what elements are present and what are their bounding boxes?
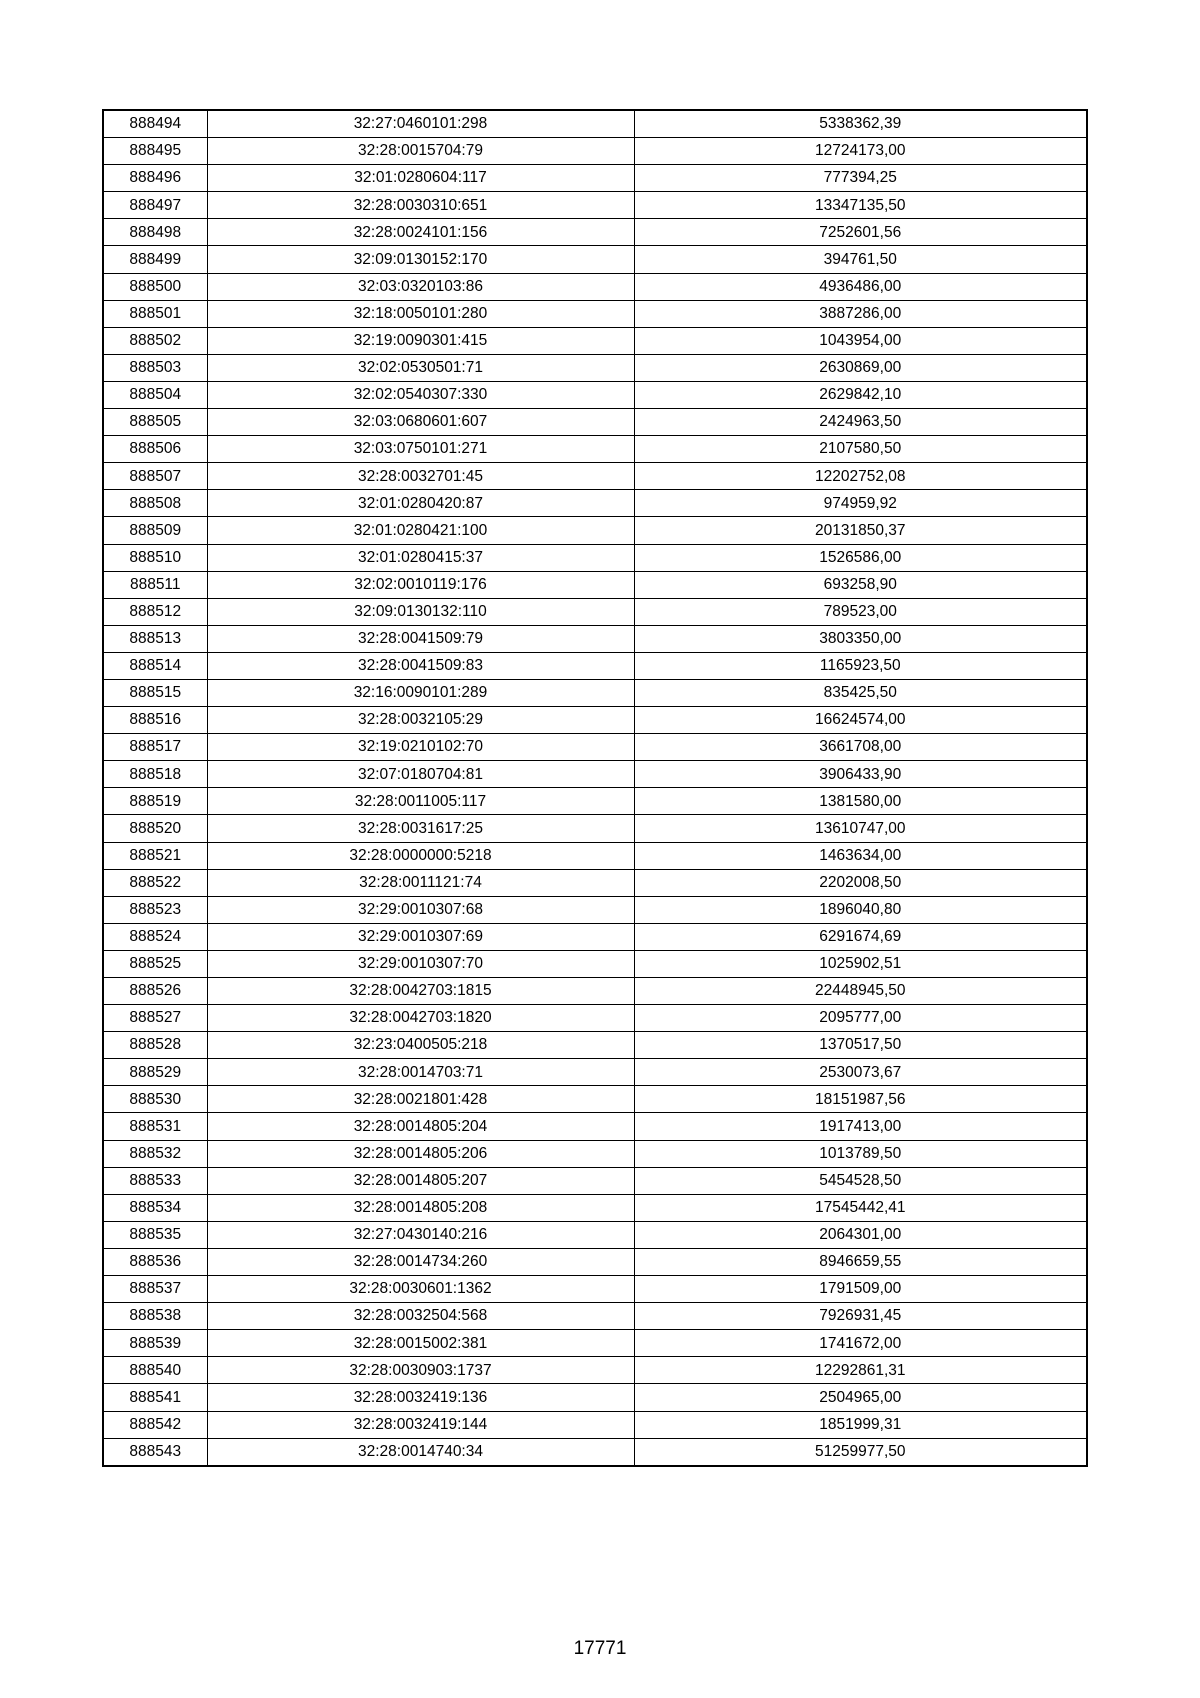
- row-number-cell: 888502: [103, 327, 207, 354]
- value-cell: 2202008,50: [634, 869, 1087, 896]
- value-cell: 3906433,90: [634, 761, 1087, 788]
- row-number-cell: 888509: [103, 517, 207, 544]
- value-cell: 12202752,08: [634, 463, 1087, 490]
- table-row: [103, 1086, 1087, 1113]
- cadastral-value-table: [102, 109, 1088, 1467]
- table-row: [103, 165, 1087, 192]
- row-number-cell: 888505: [103, 409, 207, 436]
- row-number-cell: 888512: [103, 598, 207, 625]
- row-number-cell: 888516: [103, 707, 207, 734]
- value-cell: 2630869,00: [634, 354, 1087, 381]
- value-cell: 5338362,39: [634, 110, 1087, 138]
- value-cell: 2504965,00: [634, 1384, 1087, 1411]
- row-number-cell: 888518: [103, 761, 207, 788]
- row-number-cell: 888528: [103, 1032, 207, 1059]
- row-number-cell: 888534: [103, 1194, 207, 1221]
- table-row: [103, 815, 1087, 842]
- cadastral-number-cell: 32:28:0041509:83: [207, 652, 634, 679]
- cadastral-number-cell: 32:28:0014734:260: [207, 1248, 634, 1275]
- row-number-cell: 888531: [103, 1113, 207, 1140]
- value-cell: 1526586,00: [634, 544, 1087, 571]
- table-row: [103, 652, 1087, 679]
- value-cell: 3803350,00: [634, 625, 1087, 652]
- table-row: [103, 923, 1087, 950]
- cadastral-number-cell: 32:28:0032105:29: [207, 707, 634, 734]
- cadastral-number-cell: 32:19:0210102:70: [207, 734, 634, 761]
- row-number-cell: 888537: [103, 1276, 207, 1303]
- cadastral-number-cell: 32:28:0014703:71: [207, 1059, 634, 1086]
- value-cell: 4936486,00: [634, 273, 1087, 300]
- row-number-cell: 888511: [103, 571, 207, 598]
- table-row: [103, 896, 1087, 923]
- value-cell: 20131850,37: [634, 517, 1087, 544]
- row-number-cell: 888530: [103, 1086, 207, 1113]
- cadastral-number-cell: 32:03:0680601:607: [207, 409, 634, 436]
- cadastral-number-cell: 32:28:0041509:79: [207, 625, 634, 652]
- table-row: [103, 1357, 1087, 1384]
- table-row: [103, 138, 1087, 165]
- value-cell: 1463634,00: [634, 842, 1087, 869]
- value-cell: 1165923,50: [634, 652, 1087, 679]
- table-row: [103, 788, 1087, 815]
- table-row: [103, 679, 1087, 706]
- table-row: [103, 1276, 1087, 1303]
- value-cell: 13610747,00: [634, 815, 1087, 842]
- row-number-cell: 888521: [103, 842, 207, 869]
- cadastral-number-cell: 32:29:0010307:68: [207, 896, 634, 923]
- value-cell: 1381580,00: [634, 788, 1087, 815]
- value-cell: 2530073,67: [634, 1059, 1087, 1086]
- row-number-cell: 888523: [103, 896, 207, 923]
- table-row: [103, 490, 1087, 517]
- row-number-cell: 888540: [103, 1357, 207, 1384]
- cadastral-number-cell: 32:01:0280415:37: [207, 544, 634, 571]
- cadastral-number-cell: 32:28:0011005:117: [207, 788, 634, 815]
- table-row: [103, 1330, 1087, 1357]
- value-cell: 12724173,00: [634, 138, 1087, 165]
- table-row: [103, 1303, 1087, 1330]
- cadastral-number-cell: 32:28:0030310:651: [207, 192, 634, 219]
- row-number-cell: 888498: [103, 219, 207, 246]
- value-cell: 22448945,50: [634, 978, 1087, 1005]
- table-row: [103, 1005, 1087, 1032]
- row-number-cell: 888508: [103, 490, 207, 517]
- cadastral-number-cell: 32:23:0400505:218: [207, 1032, 634, 1059]
- cadastral-number-cell: 32:03:0750101:271: [207, 436, 634, 463]
- row-number-cell: 888527: [103, 1005, 207, 1032]
- cadastral-number-cell: 32:28:0024101:156: [207, 219, 634, 246]
- value-cell: 6291674,69: [634, 923, 1087, 950]
- cadastral-number-cell: 32:28:0014805:206: [207, 1140, 634, 1167]
- cadastral-number-cell: 32:01:0280420:87: [207, 490, 634, 517]
- row-number-cell: 888536: [103, 1248, 207, 1275]
- cadastral-number-cell: 32:28:0021801:428: [207, 1086, 634, 1113]
- table-row: [103, 409, 1087, 436]
- cadastral-number-cell: 32:28:0014805:207: [207, 1167, 634, 1194]
- row-number-cell: 888542: [103, 1411, 207, 1438]
- table-row: [103, 354, 1087, 381]
- cadastral-number-cell: 32:09:0130152:170: [207, 246, 634, 273]
- row-number-cell: 888533: [103, 1167, 207, 1194]
- table-row: [103, 381, 1087, 408]
- value-cell: 3661708,00: [634, 734, 1087, 761]
- page-number: 17771: [573, 1638, 627, 1659]
- cadastral-number-cell: 32:28:0014805:204: [207, 1113, 634, 1140]
- row-number-cell: 888494: [103, 110, 207, 138]
- table-row: [103, 625, 1087, 652]
- table-row: [103, 571, 1087, 598]
- row-number-cell: 888497: [103, 192, 207, 219]
- cadastral-number-cell: 32:18:0050101:280: [207, 300, 634, 327]
- row-number-cell: 888515: [103, 679, 207, 706]
- cadastral-number-cell: 32:27:0460101:298: [207, 110, 634, 138]
- value-cell: 5454528,50: [634, 1167, 1087, 1194]
- table-row: [103, 219, 1087, 246]
- cadastral-number-cell: 32:28:0030601:1362: [207, 1276, 634, 1303]
- table-row: [103, 1438, 1087, 1466]
- row-number-cell: 888535: [103, 1221, 207, 1248]
- value-cell: 7926931,45: [634, 1303, 1087, 1330]
- table-row: [103, 1384, 1087, 1411]
- table-row: [103, 978, 1087, 1005]
- value-cell: 51259977,50: [634, 1438, 1087, 1466]
- cadastral-number-cell: 32:16:0090101:289: [207, 679, 634, 706]
- value-cell: 394761,50: [634, 246, 1087, 273]
- table-row: [103, 950, 1087, 977]
- cadastral-number-cell: 32:28:0042703:1820: [207, 1005, 634, 1032]
- value-cell: 16624574,00: [634, 707, 1087, 734]
- table-row: [103, 1140, 1087, 1167]
- cadastral-number-cell: 32:28:0032504:568: [207, 1303, 634, 1330]
- value-cell: 1851999,31: [634, 1411, 1087, 1438]
- cadastral-number-cell: 32:28:0032419:144: [207, 1411, 634, 1438]
- table-row: [103, 1113, 1087, 1140]
- table-row: [103, 1194, 1087, 1221]
- value-cell: 2107580,50: [634, 436, 1087, 463]
- cadastral-number-cell: 32:28:0032701:45: [207, 463, 634, 490]
- table-row: [103, 842, 1087, 869]
- table-row: [103, 1248, 1087, 1275]
- value-cell: 12292861,31: [634, 1357, 1087, 1384]
- row-number-cell: 888517: [103, 734, 207, 761]
- table-row: [103, 517, 1087, 544]
- value-cell: 777394,25: [634, 165, 1087, 192]
- row-number-cell: 888507: [103, 463, 207, 490]
- row-number-cell: 888522: [103, 869, 207, 896]
- row-number-cell: 888496: [103, 165, 207, 192]
- value-cell: 7252601,56: [634, 219, 1087, 246]
- cadastral-number-cell: 32:28:0030903:1737: [207, 1357, 634, 1384]
- cadastral-number-cell: 32:01:0280604:117: [207, 165, 634, 192]
- cadastral-number-cell: 32:07:0180704:81: [207, 761, 634, 788]
- value-cell: 1791509,00: [634, 1276, 1087, 1303]
- table-row: [103, 110, 1087, 138]
- value-cell: 17545442,41: [634, 1194, 1087, 1221]
- table-row: [103, 1221, 1087, 1248]
- cadastral-number-cell: 32:02:0540307:330: [207, 381, 634, 408]
- value-cell: 13347135,50: [634, 192, 1087, 219]
- row-number-cell: 888514: [103, 652, 207, 679]
- table-row: [103, 1167, 1087, 1194]
- row-number-cell: 888501: [103, 300, 207, 327]
- row-number-cell: 888504: [103, 381, 207, 408]
- table-row: [103, 598, 1087, 625]
- table-row: [103, 734, 1087, 761]
- table-row: [103, 544, 1087, 571]
- cadastral-number-cell: 32:02:0010119:176: [207, 571, 634, 598]
- row-number-cell: 888510: [103, 544, 207, 571]
- value-cell: 974959,92: [634, 490, 1087, 517]
- value-cell: 1741672,00: [634, 1330, 1087, 1357]
- table-body: [103, 110, 1087, 1466]
- value-cell: 2424963,50: [634, 409, 1087, 436]
- cadastral-number-cell: 32:28:0032419:136: [207, 1384, 634, 1411]
- cadastral-number-cell: 32:03:0320103:86: [207, 273, 634, 300]
- cadastral-number-cell: 32:19:0090301:415: [207, 327, 634, 354]
- row-number-cell: 888524: [103, 923, 207, 950]
- value-cell: 18151987,56: [634, 1086, 1087, 1113]
- cadastral-number-cell: 32:28:0014740:34: [207, 1438, 634, 1466]
- row-number-cell: 888519: [103, 788, 207, 815]
- value-cell: 2095777,00: [634, 1005, 1087, 1032]
- cadastral-number-cell: 32:28:0042703:1815: [207, 978, 634, 1005]
- value-cell: 2064301,00: [634, 1221, 1087, 1248]
- cadastral-number-cell: 32:28:0031617:25: [207, 815, 634, 842]
- table-row: [103, 707, 1087, 734]
- cadastral-number-cell: 32:02:0530501:71: [207, 354, 634, 381]
- table-row: [103, 436, 1087, 463]
- value-cell: 1896040,80: [634, 896, 1087, 923]
- table-row: [103, 463, 1087, 490]
- table-row: [103, 869, 1087, 896]
- value-cell: 1043954,00: [634, 327, 1087, 354]
- cadastral-number-cell: 32:28:0011121:74: [207, 869, 634, 896]
- table-row: [103, 300, 1087, 327]
- row-number-cell: 888495: [103, 138, 207, 165]
- row-number-cell: 888526: [103, 978, 207, 1005]
- value-cell: 1025902,51: [634, 950, 1087, 977]
- cadastral-number-cell: 32:28:0015002:381: [207, 1330, 634, 1357]
- row-number-cell: 888503: [103, 354, 207, 381]
- value-cell: 835425,50: [634, 679, 1087, 706]
- table-row: [103, 761, 1087, 788]
- table-row: [103, 273, 1087, 300]
- row-number-cell: 888499: [103, 246, 207, 273]
- cadastral-number-cell: 32:27:0430140:216: [207, 1221, 634, 1248]
- row-number-cell: 888543: [103, 1438, 207, 1466]
- cadastral-number-cell: 32:01:0280421:100: [207, 517, 634, 544]
- row-number-cell: 888500: [103, 273, 207, 300]
- table-row: [103, 192, 1087, 219]
- table-row: [103, 1411, 1087, 1438]
- row-number-cell: 888539: [103, 1330, 207, 1357]
- value-cell: 2629842,10: [634, 381, 1087, 408]
- cadastral-number-cell: 32:29:0010307:69: [207, 923, 634, 950]
- value-cell: 1370517,50: [634, 1032, 1087, 1059]
- row-number-cell: 888520: [103, 815, 207, 842]
- table-row: [103, 1059, 1087, 1086]
- value-cell: 1917413,00: [634, 1113, 1087, 1140]
- value-cell: 693258,90: [634, 571, 1087, 598]
- row-number-cell: 888538: [103, 1303, 207, 1330]
- value-cell: 789523,00: [634, 598, 1087, 625]
- cadastral-number-cell: 32:28:0015704:79: [207, 138, 634, 165]
- table-row: [103, 246, 1087, 273]
- value-cell: 3887286,00: [634, 300, 1087, 327]
- table-row: [103, 1032, 1087, 1059]
- table-row: [103, 327, 1087, 354]
- value-cell: 1013789,50: [634, 1140, 1087, 1167]
- row-number-cell: 888532: [103, 1140, 207, 1167]
- cadastral-number-cell: 32:09:0130132:110: [207, 598, 634, 625]
- cadastral-number-cell: 32:28:0000000:5218: [207, 842, 634, 869]
- value-cell: 8946659,55: [634, 1248, 1087, 1275]
- cadastral-number-cell: 32:29:0010307:70: [207, 950, 634, 977]
- row-number-cell: 888529: [103, 1059, 207, 1086]
- row-number-cell: 888541: [103, 1384, 207, 1411]
- cadastral-number-cell: 32:28:0014805:208: [207, 1194, 634, 1221]
- row-number-cell: 888513: [103, 625, 207, 652]
- row-number-cell: 888525: [103, 950, 207, 977]
- row-number-cell: 888506: [103, 436, 207, 463]
